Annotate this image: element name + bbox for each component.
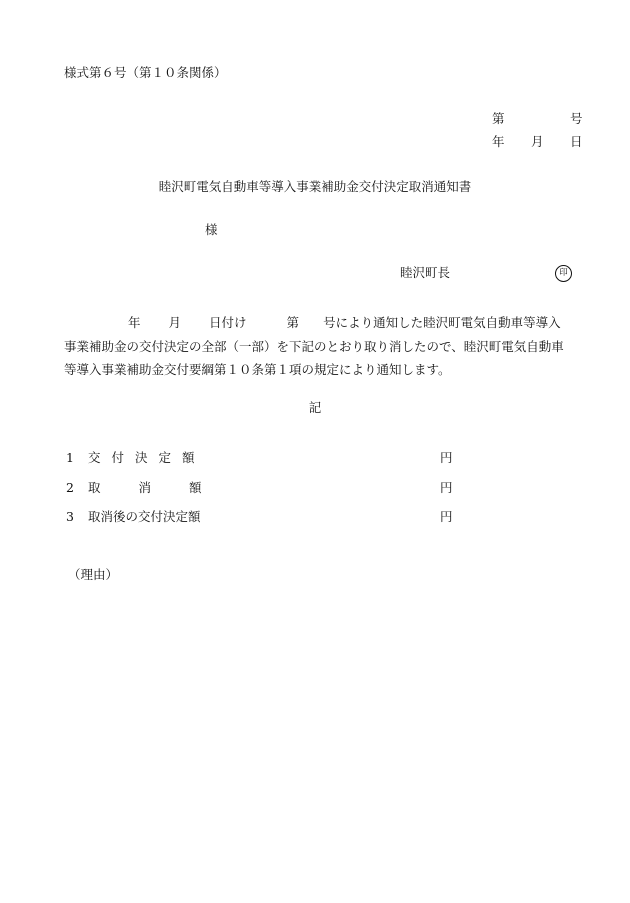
issue-date-year: 年 — [492, 134, 505, 149]
issue-date-month: 月 — [531, 134, 544, 149]
seal-mark: 印 — [555, 265, 572, 282]
ki-heading: 記 — [308, 400, 322, 415]
form-number: 様式第６号（第１０条関係） — [64, 65, 227, 80]
document-number-suffix: 号 — [570, 111, 583, 126]
body-month: 月 — [168, 315, 182, 330]
body-number-prefix: 第 — [286, 315, 300, 330]
body-day-dated: 日付け — [209, 315, 247, 330]
item-unit-yen: 円 — [440, 509, 453, 524]
item-unit-yen: 円 — [440, 450, 453, 465]
document-title: 睦沢町電気自動車等導入事業補助金交付決定取消通知書 — [158, 179, 472, 194]
item-label-grant-amount: 交付決定額 — [88, 450, 206, 465]
item-unit-yen: 円 — [440, 480, 453, 495]
body-line1-rest: 号により通知した睦沢町電気自動車等導入 — [323, 315, 561, 330]
body-paragraph — [64, 311, 588, 382]
body-line-3: 等導入事業補助金交付要綱第１０条第１項の規定により通知します。 — [64, 362, 451, 377]
body-year: 年 — [128, 315, 141, 330]
addressee-suffix: 様 — [205, 222, 218, 237]
item-label-after-cancel-amount: 取消後の交付決定額 — [88, 509, 201, 524]
item-label-cancel-amount: 取消額 — [88, 480, 240, 495]
issuer-name: 睦沢町長 — [400, 265, 451, 280]
item-number: 1 — [66, 450, 74, 465]
item-number: 3 — [66, 509, 74, 524]
item-number: 2 — [66, 480, 74, 495]
body-line-1 — [64, 311, 588, 335]
issue-date-day: 日 — [570, 134, 583, 149]
reason-label: （理由） — [68, 567, 119, 582]
document-number-prefix: 第 — [492, 111, 505, 126]
body-line-2: 事業補助金の交付決定の全部（一部）を下記のとおり取り消したので、睦沢町電気自動車 — [64, 338, 564, 354]
